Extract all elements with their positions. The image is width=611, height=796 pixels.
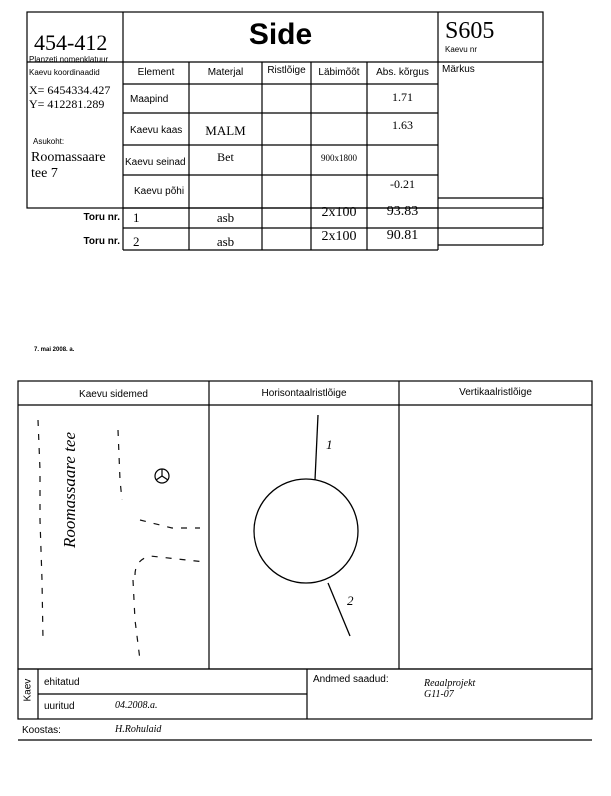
pipe-diameter: 2x100 bbox=[321, 205, 357, 220]
page-title: Side bbox=[248, 18, 313, 51]
row-element: Maapind bbox=[130, 94, 169, 105]
horizontal-section-header: Horisontaalristlõige bbox=[261, 388, 347, 399]
pipe-abs-height: 90.81 bbox=[386, 228, 419, 243]
data-source-label: Andmed saadud: bbox=[313, 674, 389, 685]
pipe-1-mark: 1 bbox=[326, 437, 333, 452]
row-diameter: 900x1800 bbox=[321, 153, 357, 163]
compiled-value: H.Rohulaid bbox=[115, 724, 162, 735]
column-header-material: Materjal bbox=[207, 67, 244, 78]
column-header-abs-height: Abs. kõrgus bbox=[376, 67, 429, 78]
row-material: Bet bbox=[217, 150, 234, 164]
sheet-number: 454-412 bbox=[34, 30, 108, 55]
horizontal-section-sketch bbox=[254, 415, 358, 636]
location-caption: Asukoht: bbox=[33, 137, 65, 146]
pipe-2-mark: 2 bbox=[347, 593, 354, 608]
coordinates-caption: Kaevu koordinaadid bbox=[29, 68, 100, 77]
connections-header: Kaevu sidemed bbox=[79, 389, 148, 400]
column-header-element: Element bbox=[137, 67, 175, 78]
column-header-cross-section: Ristlõige bbox=[267, 65, 306, 76]
row-abs-height: -0.21 bbox=[390, 177, 415, 191]
row-abs-height: 1.71 bbox=[392, 90, 413, 104]
location-line-2: tee 7 bbox=[31, 166, 58, 181]
pipe-label: Toru nr. bbox=[83, 236, 120, 247]
row-element: Kaevu põhi bbox=[134, 186, 185, 197]
row-element: Kaevu seinad bbox=[125, 157, 186, 168]
remarks-header: Märkus bbox=[442, 64, 475, 75]
well-id: S605 bbox=[445, 18, 495, 44]
location-line-1: Roomassaare bbox=[31, 150, 106, 165]
pipe-label: Toru nr. bbox=[83, 212, 120, 223]
pipe-abs-height: 93.83 bbox=[386, 204, 419, 219]
pipe-material: asb bbox=[216, 234, 235, 249]
surveyed-label: uuritud bbox=[44, 701, 75, 712]
row-material: MALM bbox=[205, 123, 246, 138]
built-label: ehitatud bbox=[44, 677, 80, 688]
date-stamp: 7. mai 2008. a. bbox=[34, 347, 75, 353]
surveyed-value: 04.2008.a. bbox=[115, 700, 158, 711]
coordinate-y: Y= 412281.289 bbox=[29, 97, 105, 111]
column-header-diameter: Läbimõõt bbox=[318, 67, 360, 78]
pipe-number: 1 bbox=[133, 210, 140, 225]
pipe-number: 2 bbox=[133, 234, 140, 249]
data-source-value-2: G11-07 bbox=[424, 689, 454, 700]
sheet-number-caption: Planzeti nomenklatuur bbox=[29, 55, 109, 64]
street-label-handwritten: Roomassaare tee bbox=[60, 432, 79, 548]
row-abs-height: 1.63 bbox=[392, 118, 413, 132]
data-source-value-1: Reaalprojekt bbox=[424, 678, 476, 689]
well-id-caption: Kaevu nr bbox=[445, 45, 478, 54]
pipe-material: asb bbox=[216, 210, 235, 225]
vertical-section-header: Vertikaalristlõige bbox=[459, 387, 532, 398]
compiled-label: Koostas: bbox=[22, 725, 61, 736]
manhole-symbol-icon bbox=[155, 469, 169, 483]
kaev-label: Kaev bbox=[22, 678, 34, 702]
pipe-diameter: 2x100 bbox=[321, 229, 357, 244]
coordinate-x: X= 6454334.427 bbox=[29, 83, 111, 97]
row-element: Kaevu kaas bbox=[130, 125, 183, 136]
